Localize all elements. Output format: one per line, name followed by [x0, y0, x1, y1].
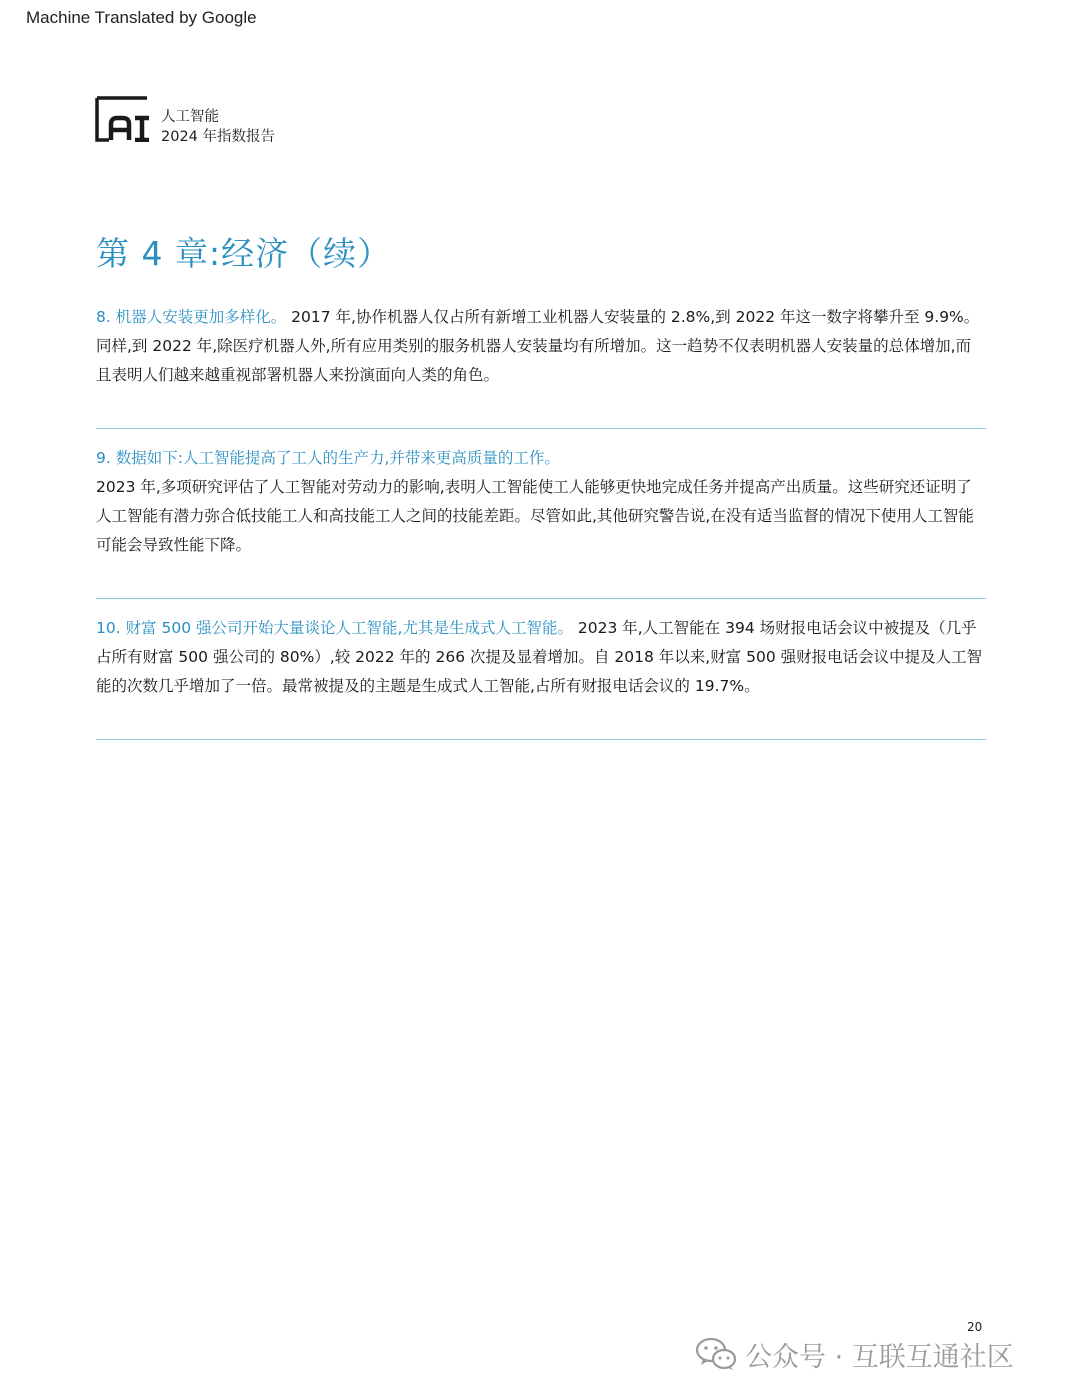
- section-9: [96, 444, 986, 560]
- watermark-text: 公众号 · 互联互通社区: [745, 1341, 1014, 1373]
- section-divider: [96, 739, 986, 740]
- report-header: [161, 107, 275, 147]
- section-divider: [96, 428, 986, 429]
- section-lead: 8. 机器人安装更加多样化。: [96, 308, 287, 326]
- section-lead: 10. 财富 500 强公司开始大量谈论人工智能,尤其是生成式人工智能。: [96, 619, 573, 637]
- chapter-title: 第 4 章:经济（续）: [96, 234, 392, 273]
- section-lead: 9. 数据如下:人工智能提高了工人的生产力,并带来更高质量的工作。: [96, 449, 560, 467]
- section-body: 2023 年,多项研究评估了人工智能对劳动力的影响,表明人工智能使工人能够更快地完成任务并提高产出质量。这些研究还证明了人工智能有潜力弥合低技能工人和高技能工人之间的技能差距。尽管如此,其他研究警告说,在没有适当监督的情况下使用人工智能可能会导致性能下降。: [96, 478, 974, 554]
- section-10: [96, 614, 986, 701]
- section-divider: [96, 598, 986, 599]
- section-body: 2017 年,协作机器人仅占所有新增工业机器人安装量的 2.8%,到 2022 年这一数字将攀升至 9.9%。同样,到 2022 年,除医疗机器人外,所有应用类别的服务机器人安装量均有所增加。这一趋势不仅表明机器人安装量的总体增加,而且表明人们越来越重视部署机器人来扮演面向人类的角色。: [96, 308, 980, 384]
- header-line-1: 人工智能: [161, 109, 219, 125]
- page-number: 20: [967, 1320, 983, 1334]
- section-body: 2023 年,人工智能在 394 场财报电话会议中被提及（几乎占所有财富 500 强公司的 80%）,较 2022 年的 266 次提及显着增加。自 2018 年以来,财富 500 强财报电话会议中提及人工智能的次数几乎增加了一倍。最常被提及的主题是生成式人工智能,占所有财报电话会议的 19.7%。: [96, 619, 983, 695]
- ai-index-logo: [95, 96, 151, 142]
- machine-translation-banner: Machine Translated by Google: [26, 8, 257, 27]
- watermark: [695, 1334, 1014, 1374]
- header-line-2: 2024 年指数报告: [161, 129, 276, 145]
- section-8: [96, 303, 986, 390]
- wechat-icon: [695, 1336, 737, 1372]
